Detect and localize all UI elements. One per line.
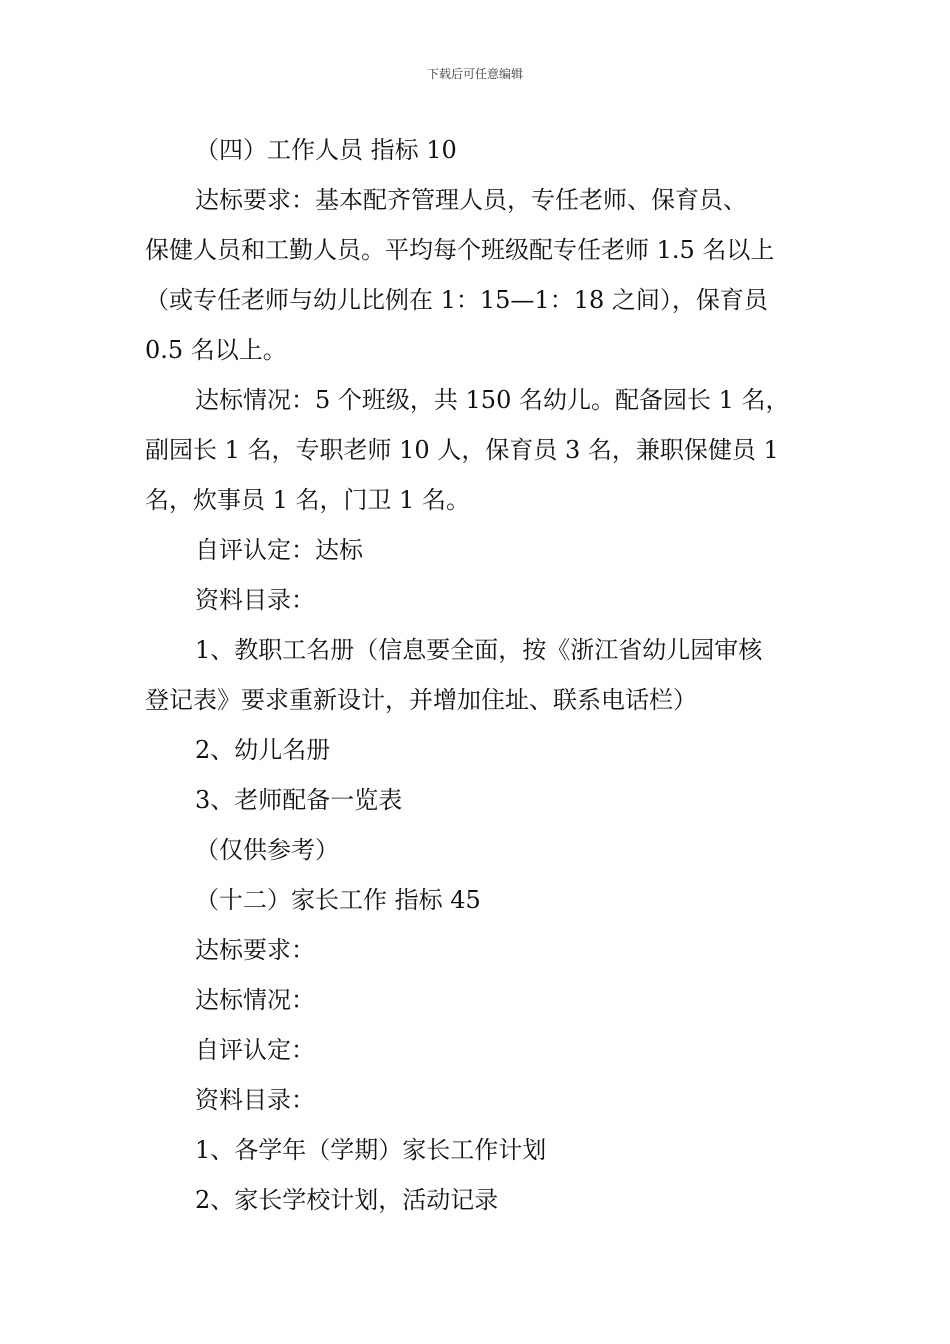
status-paragraph-line: 名，炊事员 1 名，门卫 1 名。 [145,486,471,514]
status-label: 达标情况： [195,986,315,1014]
requirement-paragraph-line: 0.5 名以上。 [145,336,287,364]
requirement-paragraph-line: （或专任老师与幼儿比例在 1：15—1：18 之间），保育员 [145,286,768,314]
reference-note: （仅供参考） [195,836,339,864]
document-body [145,125,810,1225]
requirement-paragraph-line: 达标要求：基本配齐管理人员，专任老师、保育员、 [195,186,747,214]
page-header: 下载后可任意编辑 [426,67,523,81]
material-item: 2、家长学校计划，活动记录 [195,1186,499,1214]
material-item: 1、各学年（学期）家长工作计划 [195,1136,547,1164]
section-title: （四）工作人员 指标 10 [195,136,457,164]
section-title: （十二）家长工作 指标 45 [195,886,481,914]
material-item: 3、老师配备一览表 [195,786,403,814]
material-item-continuation: 登记表》要求重新设计，并增加住址、联系电话栏） [145,686,697,714]
self-evaluation-label: 自评认定： [195,1036,315,1064]
material-item: 2、幼儿名册 [195,736,331,764]
status-paragraph-line: 达标情况：5 个班级，共 150 名幼儿。配备园长 1 名， [195,386,790,414]
materials-heading: 资料目录： [195,1086,315,1114]
requirement-paragraph-line: 保健人员和工勤人员。平均每个班级配专任老师 1.5 名以上 [145,236,775,264]
requirement-label: 达标要求： [195,936,315,964]
materials-heading: 资料目录： [195,586,315,614]
material-item: 1、教职工名册（信息要全面，按《浙江省幼儿园审核 [195,636,763,664]
self-evaluation: 自评认定：达标 [195,536,363,564]
status-paragraph-line: 副园长 1 名，专职老师 10 人，保育员 3 名，兼职保健员 1 [145,436,779,464]
